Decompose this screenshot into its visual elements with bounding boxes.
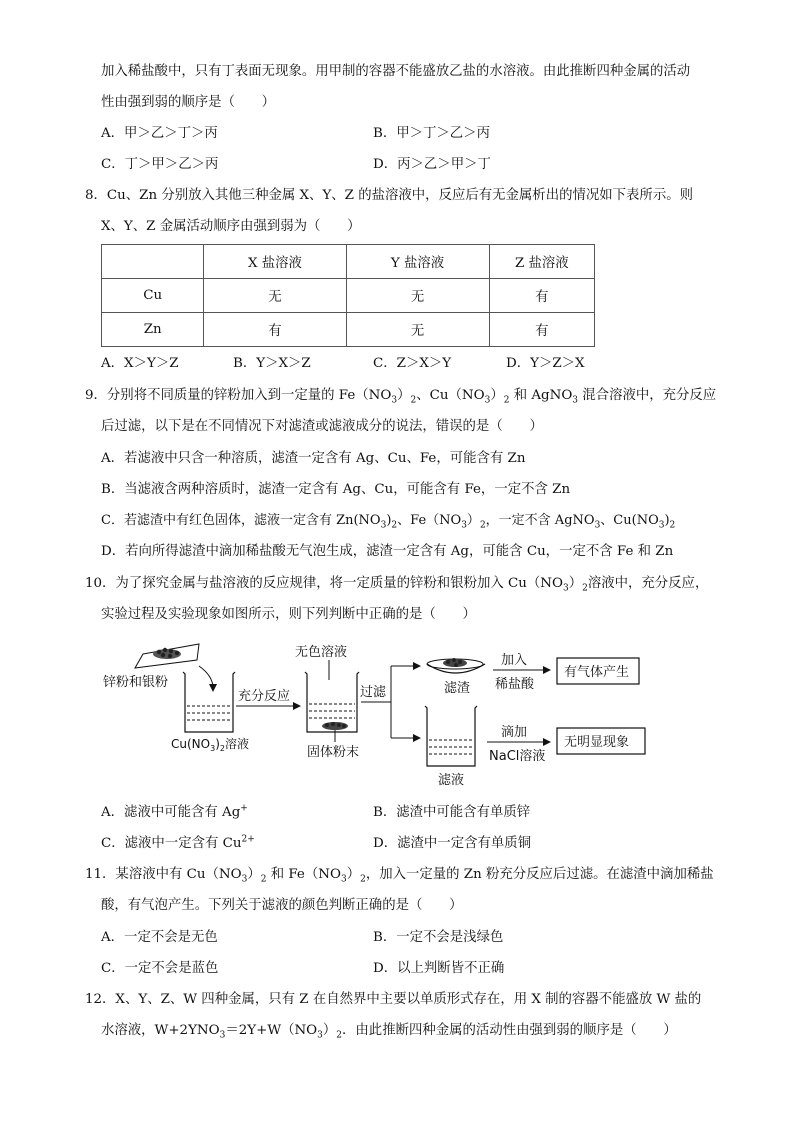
q12-stem-line2 <box>101 1021 677 1041</box>
q7-option-c[interactable]: C．丁＞甲＞乙＞丙 <box>101 157 219 172</box>
subscript: 3 <box>461 520 467 531</box>
table-header-cell <box>102 245 204 279</box>
beaker-icon <box>425 706 477 766</box>
colorless-label: 无色溶液 <box>295 645 348 660</box>
filtrate-label: 滤液 <box>438 773 465 788</box>
q12-stem-part: 水溶液，W+2YNO <box>101 1023 220 1038</box>
subscript: 3 <box>380 520 387 531</box>
subscript: 2 <box>336 1030 343 1041</box>
q12-stem-part: ＝2Y+W（NO <box>225 1023 318 1038</box>
subscript: 2 <box>503 395 510 406</box>
subscript: 3 <box>594 520 601 531</box>
weighing-paper-icon <box>135 644 199 668</box>
superscript: 2+ <box>241 834 255 845</box>
table-cell: 有 <box>204 313 346 347</box>
q9-option-a[interactable]: A．若滤液中只含一种溶质，滤渣一定含有 Ag、Cu、Fe，可能含有 Zn <box>101 451 526 466</box>
beaker-icon <box>305 672 359 732</box>
q9-stem-line2: 后过滤，以下是在不同情况下对滤渣或滤液成分的说法，错误的是（ ） <box>101 419 543 434</box>
nacl-label: NaCl溶液 <box>489 749 546 764</box>
drop-label: 滴加 <box>501 725 528 740</box>
subscript: 2 <box>582 583 588 594</box>
hcl-label: 稀盐酸 <box>495 677 535 692</box>
q9-optc-part: ) <box>386 513 392 528</box>
table-row <box>102 279 595 313</box>
q10-stem-part: 10．为了探究金属与盐溶液的反应规律，将一定质量的锌粉和银粉加入 Cu（NO <box>85 576 563 591</box>
subscript: 2 <box>479 520 486 531</box>
table-cell: 无 <box>204 279 346 313</box>
table-cell: 无 <box>346 279 489 313</box>
q10-option-c[interactable] <box>101 834 255 854</box>
q9-stem-part: 混合溶液中，充分反应 <box>578 388 717 403</box>
q9-stem-line1 <box>85 386 716 406</box>
subscript: 3 <box>241 874 248 885</box>
react-label: 充分反应 <box>238 689 291 704</box>
q11-option-c[interactable]: C．一定不会是蓝色 <box>101 961 219 976</box>
table-cell: 有 <box>489 279 594 313</box>
q9-optc-part: ) <box>664 513 670 528</box>
subscript: 3 <box>210 744 216 753</box>
q12-stem-part: ） <box>322 1023 337 1038</box>
salt-reaction-table <box>101 244 595 347</box>
q12-stem-line1: 12．X、Y、Z、W 四种金属，只有 Z 在自然界中主要以单质形式存在，用 X 制的容器不能盛放 W 盐的 <box>85 992 702 1007</box>
subscript: 3 <box>484 395 491 406</box>
table-cell: Zn <box>102 313 204 347</box>
q10-stem-line2: 实验过程及实验现象如图所示，则下列判断中正确的是（ ） <box>101 607 476 622</box>
subscript: 2 <box>391 520 398 531</box>
subscript: 3 <box>658 520 665 531</box>
table-row <box>102 313 595 347</box>
residue-label: 滤渣 <box>444 681 471 696</box>
q8-option-b[interactable]: B．Y＞X＞Z <box>233 356 311 371</box>
q7-stem-line2: 性由强到弱的顺序是（ ） <box>101 95 276 110</box>
q10-option-b[interactable]: B．滤渣中可能含有单质锌 <box>373 805 531 820</box>
q9-stem-part: ） <box>490 388 504 403</box>
subscript: 3 <box>340 874 347 885</box>
q7-option-b[interactable]: B．甲＞丁＞乙＞丙 <box>373 126 490 141</box>
subscript: 2 <box>260 874 267 885</box>
subscript: 3 <box>391 395 398 406</box>
q11-stem-part: ） <box>247 867 261 882</box>
q11-stem-part: ，加入一定量的 Zn 粉充分反应后过滤。在滤渣中滴加稀盐 <box>365 867 714 882</box>
table-header-cell: Z 盐溶液 <box>489 245 594 279</box>
q10-stem-line1 <box>85 574 708 594</box>
table-header-cell: X 盐溶液 <box>204 245 346 279</box>
q7-option-d[interactable]: D．丙＞乙＞甲＞丁 <box>373 157 491 172</box>
q11-stem-line2: 酸，有气泡产生。下列关于滤液的颜色判断正确的是（ ） <box>101 898 463 913</box>
q7-option-a[interactable]: A．甲＞乙＞丁＞丙 <box>101 126 218 141</box>
q9-stem-part: ） <box>397 388 411 403</box>
q7-stem-line1: 加入稀盐酸中，只有丁表面无现象。用甲制的容器不能盛放乙盐的水溶液。由此推断四种金属的活动 <box>101 64 691 79</box>
q9-optc-part: ，一定不含 AgNO <box>485 513 595 528</box>
q9-optc-part: 、Cu(NO <box>600 513 659 528</box>
cuno3-part: ) <box>215 737 220 751</box>
table-cell: Cu <box>102 279 204 313</box>
table-cell: 有 <box>489 313 594 347</box>
subscript: 2 <box>360 874 366 885</box>
q8-stem-line1: 8．Cu、Zn 分别放入其他三种金属 X、Y、Z 的盐溶液中，反应后有无金属析出的情况如下表所示。则 <box>85 188 693 203</box>
q12-stem-part: ．由此推断四种金属的活动性由强到弱的顺序是（ ） <box>342 1023 677 1038</box>
q9-stem-part: 和 AgNO <box>509 388 573 403</box>
q8-option-d[interactable]: D．Y＞Z＞X <box>506 356 585 371</box>
q10-option-d[interactable]: D．滤渣中一定含有单质铜 <box>373 836 532 851</box>
q8-option-a[interactable]: A．X＞Y＞Z <box>101 356 179 371</box>
table-header-row <box>102 245 595 279</box>
superscript: + <box>240 803 248 814</box>
q9-option-c[interactable] <box>101 511 675 531</box>
q8-stem-line2: X、Y、Z 金属活动顺序由强到弱为（ ） <box>101 219 361 234</box>
q9-optc-part: ） <box>466 513 480 528</box>
subscript: 3 <box>317 1030 323 1041</box>
q11-stem-part: ） <box>346 867 361 882</box>
solid-powder-label: 固体粉末 <box>307 745 360 760</box>
q11-stem-part: 和 Fe（NO <box>266 867 341 882</box>
cuno3-label <box>171 736 249 753</box>
result-gas-label: 有气体产生 <box>564 665 630 680</box>
filter-label: 过滤 <box>360 685 387 700</box>
q10-stem-part: ） <box>568 576 583 591</box>
q9-stem-part: 9．分别将不同质量的锌粉加入到一定量的 Fe（NO <box>85 388 392 403</box>
subscript: 3 <box>562 583 569 594</box>
q11-stem-part: 11．某溶液中有 Cu（NO <box>85 867 242 882</box>
q9-option-b[interactable]: B．当滤液含两种溶质时，滤渣一定含有 Ag、Cu，可能含有 Fe，一定不含 Zn <box>101 482 571 497</box>
q9-optc-part: 、Fe（NO <box>397 513 462 528</box>
zinc-silver-label: 锌粉和银粉 <box>103 675 169 690</box>
q10-stem-part: 溶液中，充分反应， <box>587 576 709 591</box>
q9-stem-part: 、Cu（NO <box>416 388 485 403</box>
q9-option-d[interactable]: D．若向所得滤渣中滴加稀盐酸无气泡生成，滤渣一定含有 Ag，可能含 Cu，一定不含 Fe 和 Zn <box>101 544 674 559</box>
q11-option-a[interactable]: A．一定不会是无色 <box>101 930 218 945</box>
beaker-icon <box>183 672 235 732</box>
subscript: 2 <box>669 520 676 531</box>
q11-stem-line1 <box>85 865 714 885</box>
cuno3-part: 溶液 <box>224 737 249 751</box>
q9-optc-part: C．若滤渣中有红色固体，滤液一定含有 Zn(NO <box>101 513 381 528</box>
experiment-diagram <box>95 636 655 796</box>
subscript: 3 <box>572 395 579 406</box>
table-cell: 无 <box>346 313 489 347</box>
subscript: 2 <box>410 395 417 406</box>
q11-option-b[interactable]: B．一定不会是浅绿色 <box>373 930 504 945</box>
subscript: 2 <box>219 744 225 753</box>
q10-optc-part: C．滤液中一定含有 Cu <box>101 836 242 851</box>
q8-option-c[interactable]: C．Z＞X＞Y <box>373 356 452 371</box>
add-label: 加入 <box>501 653 528 668</box>
q11-option-d[interactable]: D．以上判断皆不正确 <box>373 961 505 976</box>
evaporating-dish-icon <box>427 658 485 673</box>
table-header-cell: Y 盐溶液 <box>346 245 489 279</box>
q10-option-a[interactable] <box>101 803 248 823</box>
subscript: 3 <box>219 1030 226 1041</box>
q10-opta-part: A．滤液中可能含有 Ag <box>101 805 241 820</box>
cuno3-part: Cu(NO <box>171 737 211 751</box>
result-none-label: 无明显现象 <box>564 735 630 750</box>
